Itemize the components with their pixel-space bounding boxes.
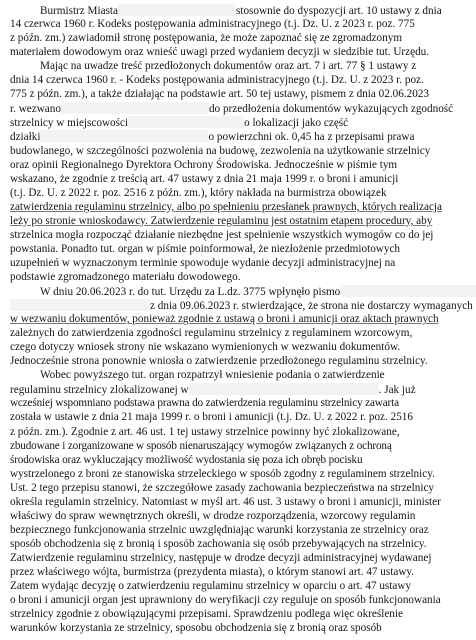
- text-segment: zależnych do zatwierdzenia zgodności regulaminu strzelnicy z regulaminem wzorcowym,: [10, 327, 413, 340]
- text-line: [10, 173, 466, 186]
- text-segment: Burmistrz Miasta: [40, 5, 118, 17]
- text-line: [10, 102, 466, 115]
- text-line: [10, 159, 466, 172]
- text-segment: bezpiecznego funkcjonowania strzelnic uwzględniając warunki korzystania ze strzelnicy oraz: [10, 523, 429, 536]
- text-line: [10, 510, 466, 523]
- text-segment: oraz opinii Regionalnego Dyrektora Ochrony Środowiska. Jednocześnie w piśmie tym: [10, 158, 398, 171]
- text-line: [10, 46, 466, 59]
- text-segment: podstawie zgromadzonego materiału dowodowego.: [10, 270, 241, 283]
- text-line: [40, 285, 466, 298]
- text-line: [10, 411, 466, 424]
- text-segment: regulaminu strzelnicy zlokalizowanej w: [10, 384, 189, 397]
- text-line: [10, 496, 466, 509]
- text-line: [10, 88, 466, 101]
- text-segment: środowiska oraz wykluczający możliwość wydostania się poza ich obręb pocisku: [10, 453, 363, 466]
- text-segment: leży po stronie wnioskodawcy. Zatwierdzenie regulaminu jest ostatnim etapem procedury, aby: [10, 214, 433, 227]
- text-segment: w wezwaniu dokumentów, ponieważ zgodnie z ustawą o broni i amunicji oraz aktach prawnych: [10, 313, 439, 326]
- text-line: [10, 313, 466, 326]
- text-line: [10, 397, 466, 410]
- text-line: [10, 229, 466, 242]
- text-segment: stosownie do dyspozycji art. 10 ustawy z dnia: [236, 5, 442, 17]
- text-segment: 775 z późn. zm.), a także działając na podstawie art. 50 tej ustawy, pismem z dnia 02.06.2023: [10, 88, 429, 101]
- text-line: [40, 60, 466, 73]
- text-line: [40, 4, 466, 17]
- text-line: [10, 299, 473, 313]
- text-line: [10, 74, 466, 87]
- text-line: [10, 552, 466, 565]
- text-segment: działki: [10, 131, 41, 144]
- text-line: [10, 468, 466, 481]
- text-segment: uzupełnień w wyznaczonym terminie spowoduje wydanie decyzji administracyjnej na: [10, 256, 396, 269]
- text-segment: z późn. zm.). Zgodnie z art. 46 ust. 1 tej ustawy strzelnice powinny być zlokalizowane,: [10, 425, 400, 438]
- text-segment: 14 czerwca 1960 r. Kodeks postępowania administracyjnego (t.j. Dz. U. z 2023 r. poz. 775: [10, 18, 415, 31]
- text-segment: r. wezwano: [10, 103, 61, 116]
- redaction-box: [118, 4, 236, 16]
- redaction-box: [189, 383, 379, 395]
- text-segment: Mając na uwadze treść przedłożonych dokumentów oraz art. 7 i art. 77 § 1 ustawy z: [40, 60, 417, 73]
- text-segment: sposób obchodzenia się z bronią i sposób zachowania się osób przebywających na strzelnicy.: [10, 537, 427, 550]
- text-segment: została w ustawie z dnia 21 maja 1999 r. o broni i amunicji (t.j. Dz. U. z 2022 r. poz. 2516: [10, 411, 413, 424]
- text-segment: Wobec powyższego tut. organ rozpatrzył wniesienie podania o zatwierdzenie: [40, 369, 385, 382]
- redaction-box: [340, 285, 476, 297]
- text-segment: dnia 14 czerwca 1960 r. - Kodeks postępowania administracyjnego (t.j. Dz. U. z 2023 r. poz.: [10, 74, 424, 87]
- text-segment: Zatwierdzenie regulaminu strzelnicy, następuje w drodze decyzji administracyjnej wydawanej: [10, 551, 432, 564]
- text-segment: z późn. zm.) zawiadomił stronę postępowania, że może zapoznać się ze zgromadzonym: [10, 32, 403, 45]
- text-line: [10, 608, 466, 621]
- text-line: [10, 383, 466, 396]
- text-segment: materiałem dowodowym oraz wnieść uwagi przed wydaniem decyzji w siedzibie tut. Urzędu.: [10, 46, 430, 59]
- text-line: [10, 580, 466, 593]
- text-line: [10, 440, 466, 453]
- text-segment: warunków korzystania ze strzelnicy, sposobu obchodzenia się z bronią oraz sposób: [10, 622, 382, 635]
- text-segment: zbudowane i zorganizowane w sposób nienaruszający wymogów związanych z ochroną: [10, 439, 392, 452]
- text-line: [10, 271, 466, 284]
- text-line: [10, 341, 466, 354]
- text-line: [10, 482, 466, 495]
- text-line: [10, 454, 466, 467]
- text-segment: (t.j. Dz. U. z 2022 r. poz. 2516 z późn. zm.), który nakłada na burmistrza obowiązek: [10, 186, 387, 199]
- text-line: [10, 524, 466, 537]
- text-segment: strzelnicy w miejscowości: [10, 117, 129, 130]
- text-line: [10, 566, 466, 579]
- text-segment: do przedłożenia dokumentów wykazujących zgodność: [208, 103, 454, 116]
- text-segment: właściwy do spraw wewnętrznych określi, w drodze rozporządzenia, wzorcowy regulamin: [10, 509, 416, 522]
- text-segment: wystrzelonego z broni ze stanowiska strzeleckiego w sposób zgodny z regulaminem strzelnicy.: [10, 467, 435, 480]
- text-segment: przez właściwego wójta, burmistrza (prezydenta miasta), o którym stanowi art. 47 ustawy.: [10, 566, 415, 578]
- text-segment: W dniu 20.06.2023 r. do tut. Urzędu za L.dz. 3775 wpłynęło pismo: [40, 286, 341, 298]
- text-segment: Zatem wydając decyzję o zatwierdzeniu regulaminu strzelnicy w oparciu o art. 47 ustawy: [10, 580, 412, 593]
- text-line: [10, 32, 466, 45]
- redaction-box: [10, 299, 150, 311]
- text-segment: powstania. Ponadto tut. organ w piśmie poinformował, że niezłożenie przedmiotowych: [10, 242, 401, 255]
- text-line: [10, 538, 466, 551]
- text-segment: czego dotyczy wniosek strony nie wskazano wymienionych w wezwaniu dokumentów.: [10, 341, 401, 354]
- text-line: [10, 355, 466, 368]
- text-segment: z dnia 09.06.2023 r. stwierdzające, że strona nie dostarczy wymaganych: [150, 300, 473, 313]
- text-line: [10, 116, 466, 129]
- text-line: [40, 369, 466, 382]
- text-segment: określa regulamin strzelnicy. Natomiast w myśl art. 46 ust. 3 ustawy o broni i amunicji, minister: [10, 495, 441, 508]
- text-segment: budowlanego, w szczególności pozwolenia na budowę, zezwolenia na użytkowanie strzelnicy: [10, 144, 431, 157]
- text-segment: wskazano, że zgodnie z treścią art. 47 ustawy z dnia 21 maja 1999 r. o broni i amunicji: [10, 172, 399, 185]
- text-segment: . Jak już: [378, 384, 416, 397]
- text-line: [10, 622, 466, 635]
- text-segment: o powierzchni ok. 0,45 ha z przepisami prawa: [208, 131, 415, 144]
- text-segment: o lokalizacji jako część: [244, 117, 349, 130]
- text-line: [10, 187, 466, 200]
- redaction-box: [128, 116, 244, 128]
- text-segment: zatwierdzenia regulaminu strzelnicy, albo po spełnieniu przesłanek prawnych, których realizacja: [10, 200, 442, 213]
- text-line: [10, 201, 466, 214]
- text-line: [10, 145, 466, 158]
- redaction-box: [40, 130, 208, 142]
- text-line: [10, 243, 466, 256]
- text-segment: o broni i amunicji organ jest uprawniony do weryfikacji czy reguluje on sposób funkcjonowania: [10, 594, 441, 607]
- text-line: [10, 257, 466, 270]
- text-segment: Ust. 2 tego przepisu stanowi, że szczegółowe zasady zachowania bezpieczeństwa na strzelnicy: [10, 481, 435, 494]
- text-segment: strzelnica mogła rozpocząć działanie niezbędne jest spełnienie wszystkich wymogów co do jej: [10, 228, 434, 241]
- text-line: [10, 327, 466, 340]
- text-line: [10, 215, 466, 228]
- text-line: [10, 130, 466, 143]
- text-segment: wcześniej wspomniano podstawa prawna do zatwierdzenia regulaminu strzelnicy zawarta: [10, 397, 399, 410]
- redaction-box: [61, 102, 209, 114]
- text-line: [10, 426, 466, 439]
- text-segment: strzelnicy zgodnie z obowiązującymi przepisami. Sprawdzeniu podlega więc określenie: [10, 608, 403, 621]
- text-line: [10, 594, 466, 607]
- text-segment: Jednocześnie strona ponownie wniosła o zatwierdzenie przedłożonego regulaminu strzelnicy.: [10, 355, 428, 368]
- text-line: [10, 18, 466, 31]
